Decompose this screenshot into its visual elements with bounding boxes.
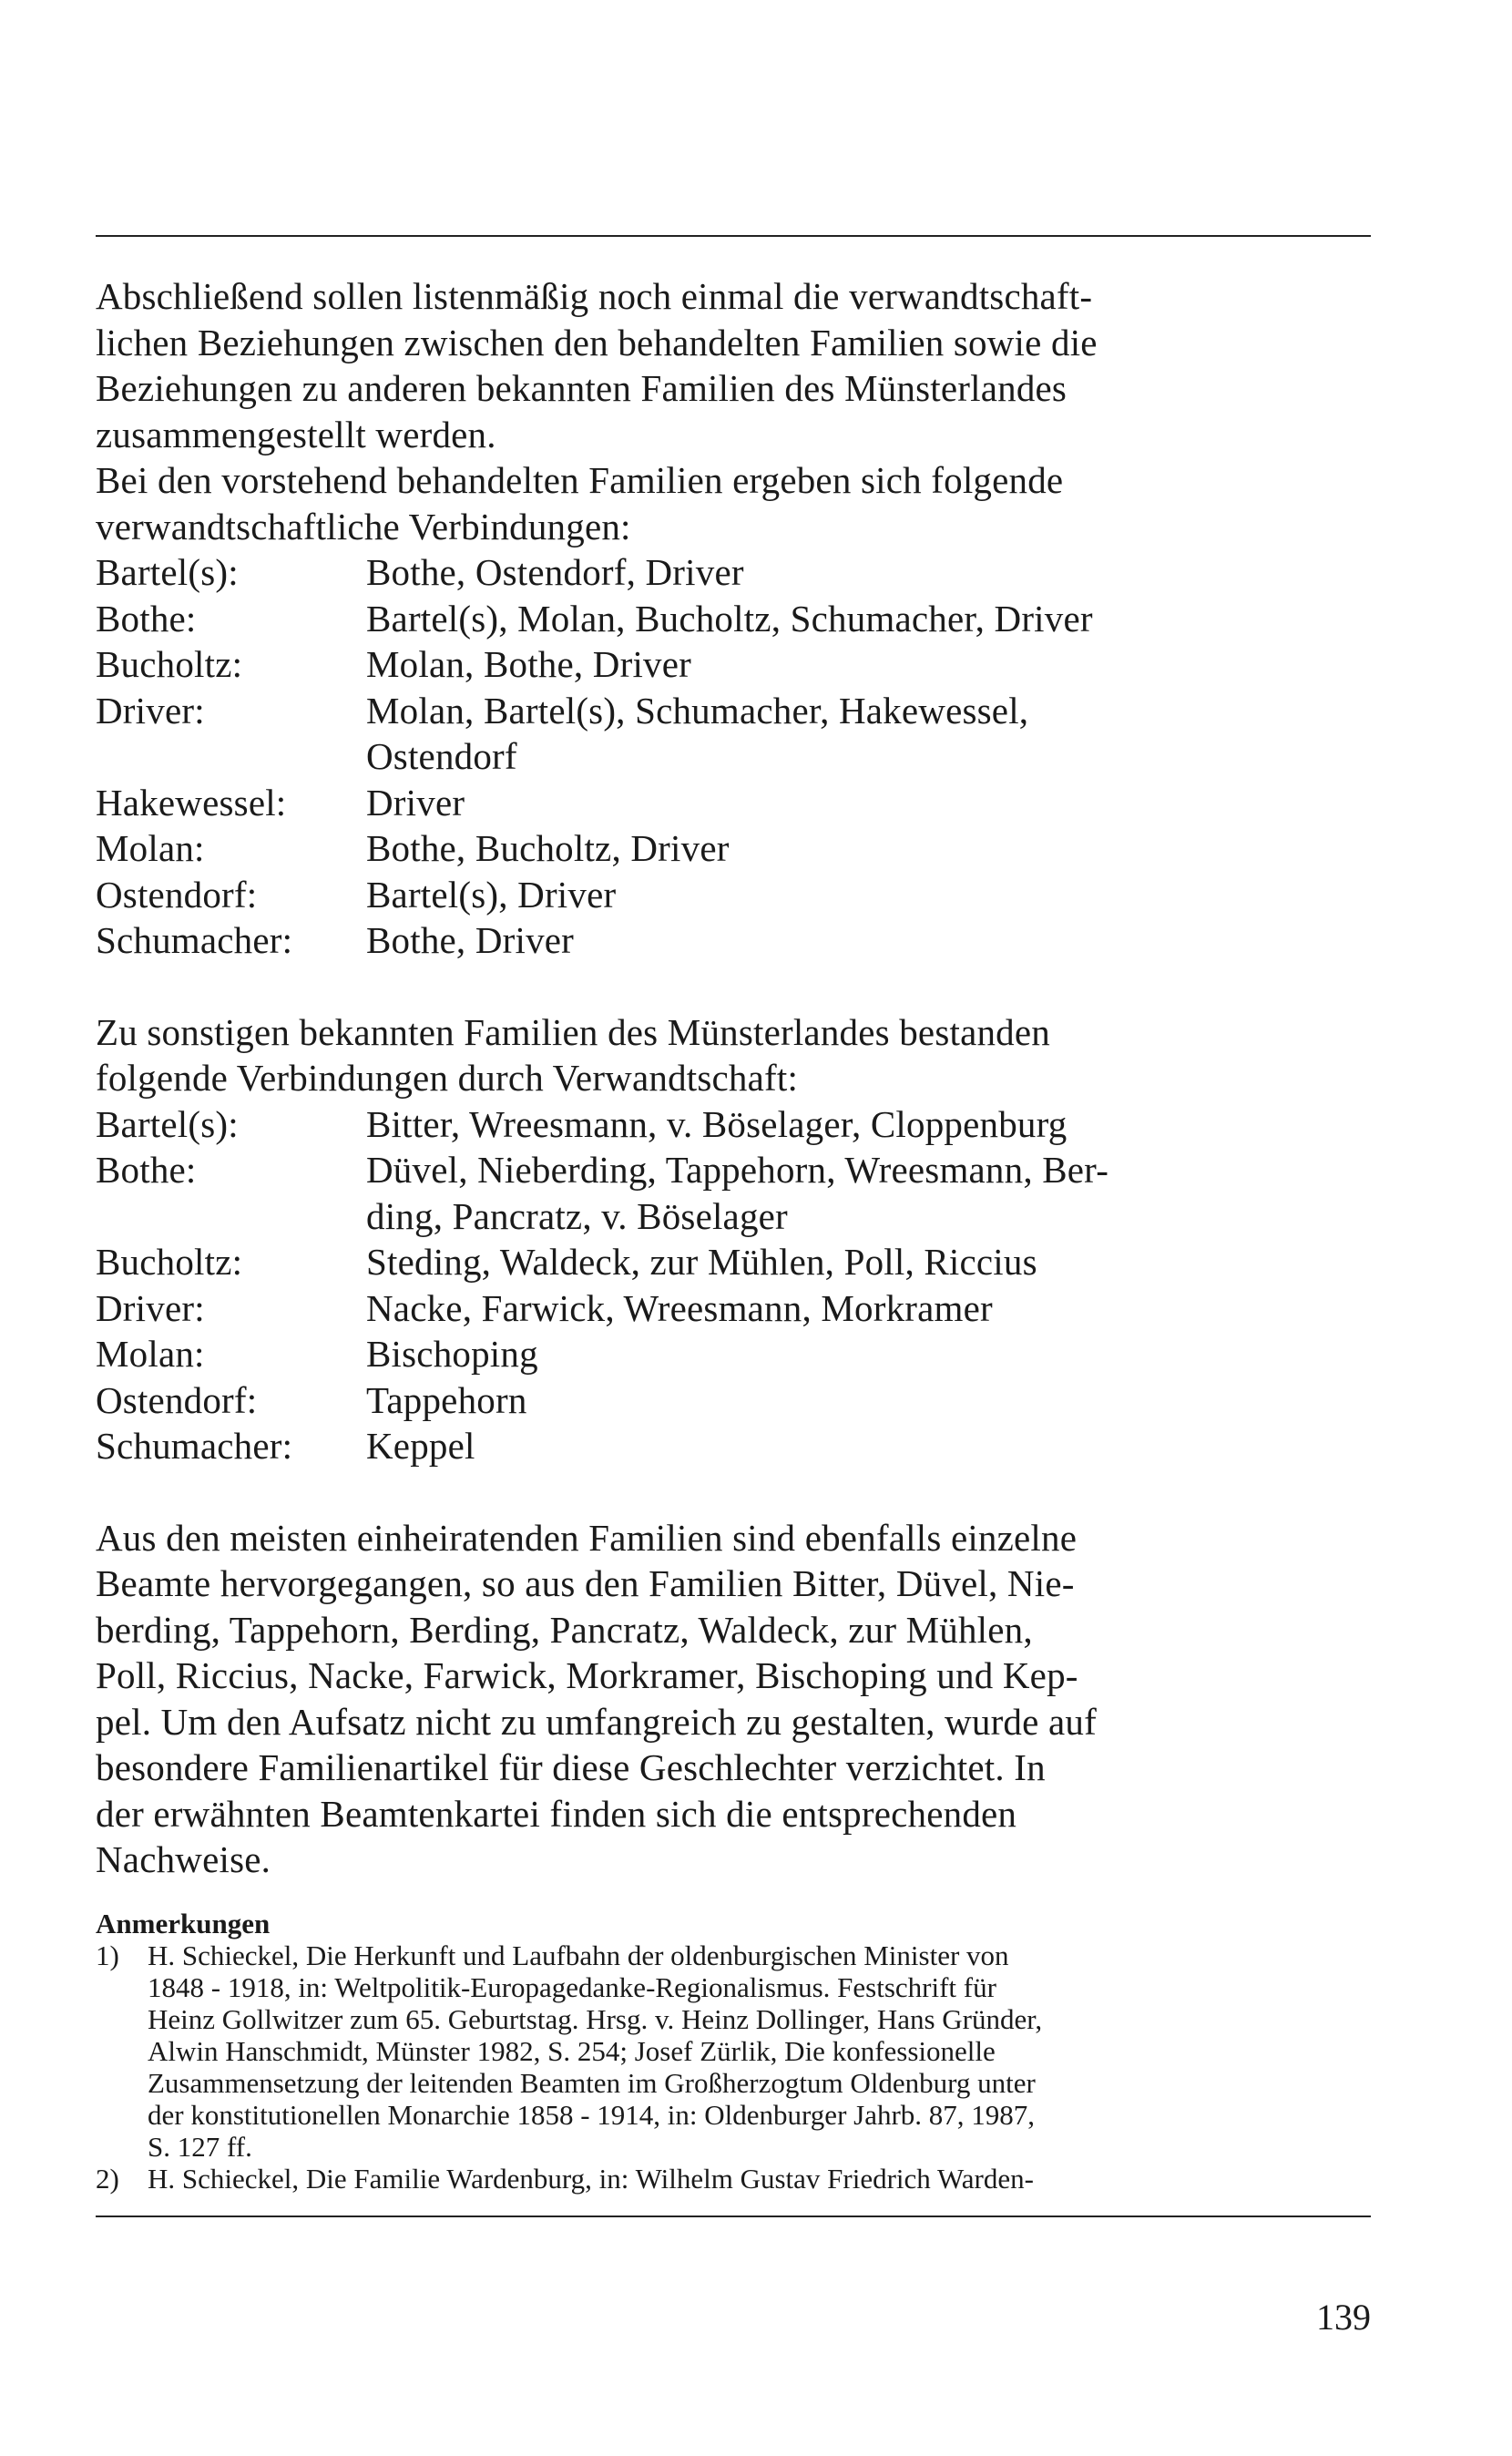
family-name: Molan: [96, 827, 205, 869]
relation-line: Bitter, Wreesmann, v. Böselager, Cloppenburg [366, 1102, 1068, 1145]
footnote-text [148, 2163, 1371, 2195]
related-families [366, 688, 1371, 780]
relation-row [96, 688, 1371, 780]
related-families [366, 825, 1371, 872]
family-name: Bartel(s): [96, 1102, 239, 1145]
text-line: verwandtschaftliche Verbindungen: [96, 505, 631, 547]
footnotes [96, 1908, 1371, 2195]
relation-row [96, 917, 1371, 964]
footnote-line: Heinz Gollwitzer zum 65. Geburtstag. Hrsg. v. Heinz Dollinger, Hans Gründer, [148, 2003, 1043, 2035]
spacer [96, 964, 1371, 1009]
relation-row [96, 1377, 1371, 1424]
footnote [96, 2163, 1371, 2195]
relation-row [96, 1147, 1371, 1239]
relation-row [96, 1423, 1371, 1469]
relation-line: Tappehorn [366, 1378, 527, 1421]
family-name: Bothe: [96, 1149, 197, 1191]
relation-row [96, 1285, 1371, 1332]
relation-line: Steding, Waldeck, zur Mühlen, Poll, Riccius [366, 1241, 1037, 1283]
text-line: Poll, Riccius, Nacke, Farwick, Morkramer, Bischoping und Kep- [96, 1654, 1078, 1696]
text-line: berding, Tappehorn, Berding, Pancratz, Waldeck, zur Mühlen, [96, 1608, 1033, 1651]
text-line: Aus den meisten einheiratenden Familien sind ebenfalls einzelne [96, 1516, 1078, 1559]
related-families [366, 872, 1371, 918]
relation-line: Keppel [366, 1425, 475, 1467]
related-families [366, 1331, 1371, 1377]
footnote-line: Alwin Hanschmidt, Münster 1982, S. 254; Josef Zürlik, Die konfessionelle [148, 2035, 996, 2067]
relation-row [96, 596, 1371, 642]
footnote-line: H. Schieckel, Die Familie Wardenburg, in: Wilhelm Gustav Friedrich Warden- [148, 2163, 1034, 2195]
related-families [366, 1239, 1371, 1285]
relation-line: Düvel, Nieberding, Tappehorn, Wreesmann, Ber- [366, 1149, 1109, 1191]
related-families [366, 1101, 1371, 1148]
footnote-line: S. 127 ff. [148, 2131, 252, 2163]
text-line: folgende Verbindungen durch Verwandtschaft: [96, 1057, 799, 1099]
family-name: Molan: [96, 1333, 205, 1375]
spacer [96, 1469, 1371, 1515]
family-name: Bothe: [96, 597, 197, 640]
top-rule [96, 235, 1371, 237]
footnotes-list [96, 1939, 1371, 2195]
footnotes-heading: Anmerkungen [96, 1908, 271, 1939]
relation-line: Bothe, Bucholtz, Driver [366, 827, 730, 869]
text-line: pel. Um den Aufsatz nicht zu umfangreich zu gestalten, wurde auf [96, 1700, 1097, 1743]
footnote-number: 1) [96, 1939, 119, 1971]
footnote-line: H. Schieckel, Die Herkunft und Laufbahn der oldenburgischen Minister von [148, 1939, 1009, 1971]
relation-line: Bartel(s), Driver [366, 873, 617, 916]
family-name: Driver: [96, 1286, 205, 1329]
section1-relations-list [96, 549, 1371, 964]
relation-row [96, 549, 1371, 596]
relation-line: Ostendorf [366, 735, 517, 777]
family-name: Schumacher: [96, 1425, 293, 1467]
closing-paragraph [96, 1515, 1371, 1883]
relation-line: Bischoping [366, 1333, 538, 1375]
family-name: Hakewessel: [96, 781, 287, 824]
footnote-line: Zusammensetzung der leitenden Beamten im Großherzogtum Oldenburg unter [148, 2067, 1036, 2099]
text-line: Nachweise. [96, 1838, 271, 1880]
family-name: Ostendorf: [96, 873, 258, 916]
family-name: Bucholtz: [96, 1241, 243, 1283]
relation-line: Bartel(s), Molan, Bucholtz, Schumacher, Driver [366, 597, 1093, 640]
family-name: Driver: [96, 689, 205, 732]
family-name: Bartel(s): [96, 551, 239, 593]
relation-line: ding, Pancratz, v. Böselager [366, 1194, 788, 1237]
related-families [366, 1423, 1371, 1469]
relation-row [96, 1331, 1371, 1377]
text-line: Bei den vorstehend behandelten Familien ergeben sich folgende [96, 459, 1064, 501]
related-families [366, 780, 1371, 826]
footnote-line: 1848 - 1918, in: Weltpolitik-Europagedanke-Regionalismus. Festschrift für [148, 1971, 996, 2003]
relation-row [96, 1101, 1371, 1148]
text-line: besondere Familienartikel für diese Geschlechter verzichtet. In [96, 1746, 1046, 1788]
relation-row [96, 641, 1371, 688]
family-name: Ostendorf: [96, 1378, 258, 1421]
intro-paragraph [96, 273, 1371, 457]
section1-intro [96, 457, 1371, 549]
text-line: Beamte hervorgegangen, so aus den Familien Bitter, Düvel, Nie- [96, 1562, 1075, 1604]
relation-line: Molan, Bothe, Driver [366, 643, 691, 685]
relation-row [96, 1239, 1371, 1285]
related-families [366, 1285, 1371, 1332]
bottom-rule [96, 2216, 1371, 2217]
relation-line: Nacke, Farwick, Wreesmann, Morkramer [366, 1286, 993, 1329]
related-families [366, 1377, 1371, 1424]
text-line: Abschließend sollen listenmäßig noch einmal die verwandtschaft- [96, 275, 1093, 317]
section2-relations-list [96, 1101, 1371, 1469]
main-text [96, 273, 1371, 1883]
related-families [366, 549, 1371, 596]
text-line: Zu sonstigen bekannten Familien des Münsterlandes bestanden [96, 1010, 1050, 1053]
relation-row [96, 872, 1371, 918]
text-line: lichen Beziehungen zwischen den behandelten Familien sowie die [96, 321, 1098, 363]
relation-row [96, 825, 1371, 872]
relation-line: Molan, Bartel(s), Schumacher, Hakewessel, [366, 689, 1029, 732]
section2-intro [96, 1009, 1371, 1101]
family-name: Schumacher: [96, 919, 293, 961]
footnote-number: 2) [96, 2163, 119, 2195]
footnote [96, 1939, 1371, 2163]
family-name: Bucholtz: [96, 643, 243, 685]
text-line: zusammengestellt werden. [96, 413, 496, 455]
page-number: 139 [1316, 2297, 1371, 2338]
text-line: Beziehungen zu anderen bekannten Familien des Münsterlandes [96, 367, 1068, 409]
relation-row [96, 780, 1371, 826]
related-families [366, 596, 1371, 642]
text-line: der erwähnten Beamtenkartei finden sich die entsprechenden [96, 1792, 1017, 1835]
relation-line: Bothe, Ostendorf, Driver [366, 551, 744, 593]
relation-line: Bothe, Driver [366, 919, 575, 961]
related-families [366, 1147, 1371, 1239]
related-families [366, 641, 1371, 688]
footnote-line: der konstitutionellen Monarchie 1858 - 1914, in: Oldenburger Jahrb. 87, 1987, [148, 2099, 1036, 2131]
footnote-text [148, 1939, 1371, 2163]
related-families [366, 917, 1371, 964]
relation-line: Driver [366, 781, 465, 824]
